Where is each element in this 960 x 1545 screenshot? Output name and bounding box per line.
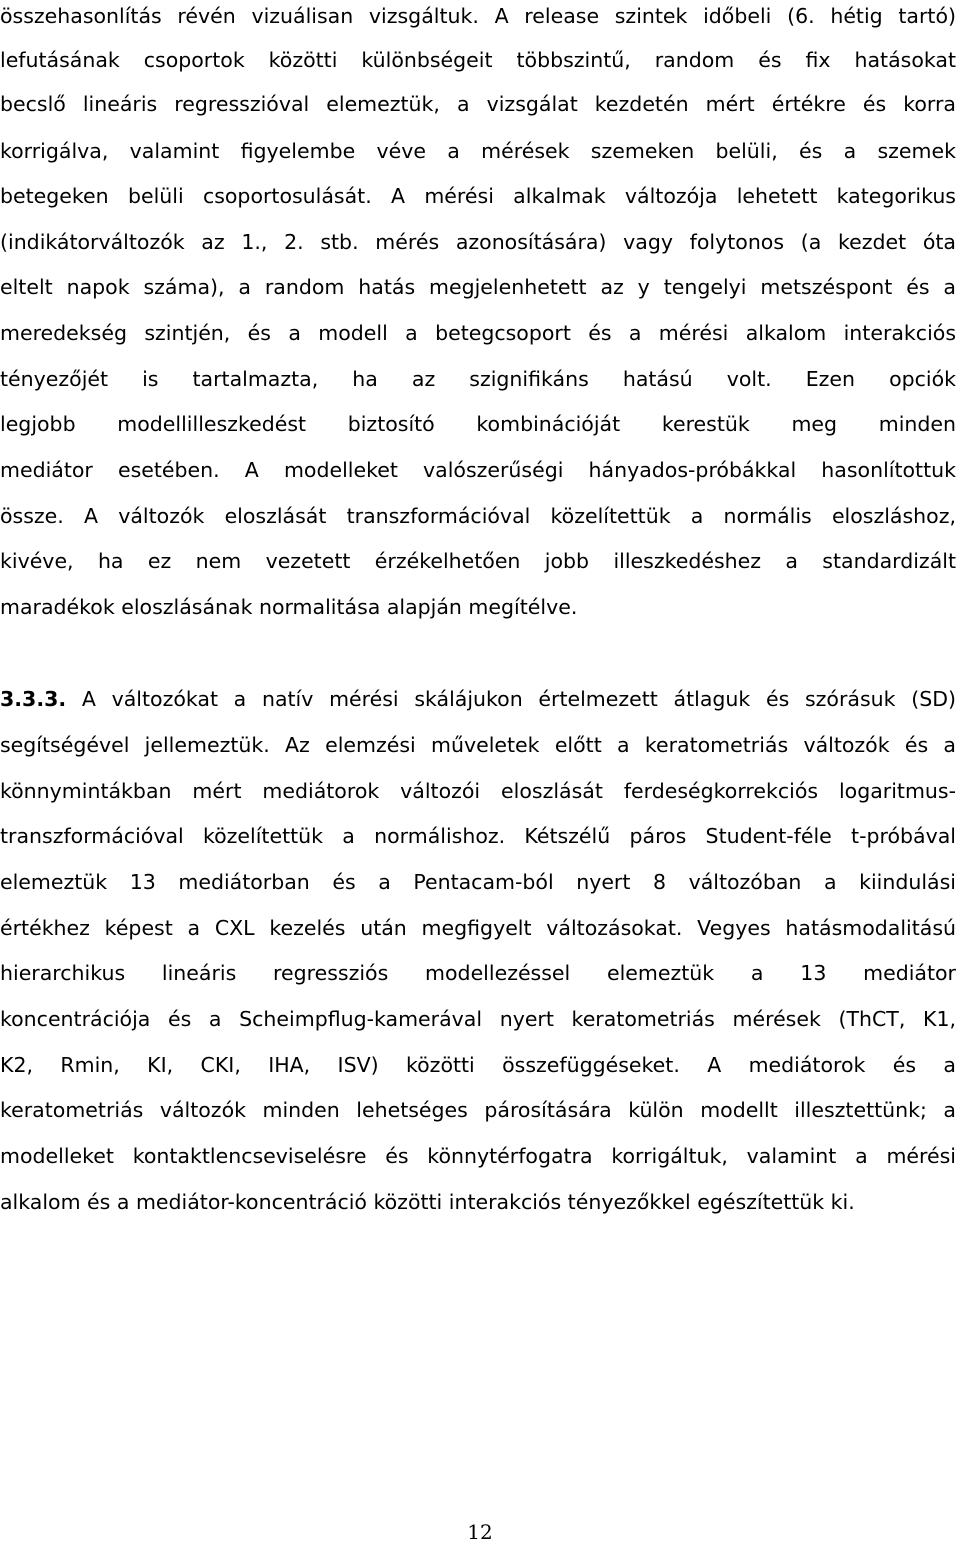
text-line: meredekség szintjén, és a modell a betegcsoport és a mérési alkalom interakciós: [0, 321, 956, 345]
text-line: hierarchikus lineáris regressziós modellezéssel elemeztük a 13 mediátor: [0, 961, 956, 985]
text-line: keratometriás változók minden lehetséges párosítására külön modellt illesztettünk; a: [0, 1098, 956, 1122]
text-line: transzformációval közelítettük a normálishoz. Kétszélű páros Student-féle t-próbával: [0, 824, 956, 848]
text-line: össze. A változók eloszlását transzformációval közelítettük a normális eloszláshoz,: [0, 504, 956, 528]
text-line: alkalom és a mediátor-koncentráció közötti interakciós tényezőkkel egészítettük ki.: [0, 1190, 855, 1214]
text-line: elemeztük 13 mediátorban és a Pentacam-ból nyert 8 változóban a kiindulási: [0, 870, 956, 894]
text-line: betegeken belüli csoportosulását. A mérési alkalmak változója lehetett kategorikus: [0, 184, 956, 208]
text-line: összehasonlítás révén vizuálisan vizsgáltuk. A release szintek időbeli (6. hétig tartó): [0, 4, 956, 28]
section-first-line-text: A változókat a natív mérési skálájukon értelmezett átlaguk és szórásuk (SD): [66, 687, 956, 711]
text-line: koncentrációja és a Scheimpflug-kamerával nyert keratometriás mérések (ThCT, K1,: [0, 1007, 956, 1031]
text-line: kivéve, ha ez nem vezetett érzékelhetően jobb illeszkedéshez a standardizált: [0, 549, 956, 573]
text-line: mediátor esetében. A modelleket valószerűségi hányados-próbákkal hasonlítottuk: [0, 458, 956, 482]
section-number: 3.3.3.: [0, 687, 67, 711]
text-line: K2, Rmin, KI, CKI, IHA, ISV) közötti összefüggéseket. A mediátorok és a: [0, 1053, 956, 1077]
text-line: modelleket kontaktlencseviselésre és könnytérfogatra korrigáltuk, valamint a mérési: [0, 1144, 956, 1168]
text-line: korrigálva, valamint figyelembe véve a mérések szemeken belüli, és a szemek: [0, 139, 956, 163]
text-line: eltelt napok száma), a random hatás megjelenhetett az y tengelyi metszéspont és a: [0, 275, 956, 299]
text-line: maradékok eloszlásának normalitása alapján megítélve.: [0, 595, 578, 619]
text-line: lefutásának csoportok közötti különbségeit többszintű, random és fix hatásokat: [0, 48, 956, 72]
section-first-line: [0, 686, 956, 712]
page-number: 12: [467, 1520, 493, 1544]
text-line: könnymintákban mért mediátorok változói eloszlását ferdeségkorrekciós logaritmus-: [0, 779, 956, 803]
text-line: legjobb modellilleszkedést biztosító kombinációját kerestük meg minden: [0, 412, 956, 436]
text-line: segítségével jellemeztük. Az elemzési műveletek előtt a keratometriás változók és a: [0, 733, 956, 757]
text-line: becslő lineáris regresszióval elemeztük, a vizsgálat kezdetén mért értékre és korra: [0, 92, 956, 116]
text-line: értékhez képest a CXL kezelés után megfigyelt változásokat. Vegyes hatásmodalitású: [0, 916, 956, 940]
text-line: tényezőjét is tartalmazta, ha az szignifikáns hatású volt. Ezen opciók: [0, 367, 956, 391]
text-line: (indikátorváltozók az 1., 2. stb. mérés azonosítására) vagy folytonos (a kezdet óta: [0, 230, 956, 254]
